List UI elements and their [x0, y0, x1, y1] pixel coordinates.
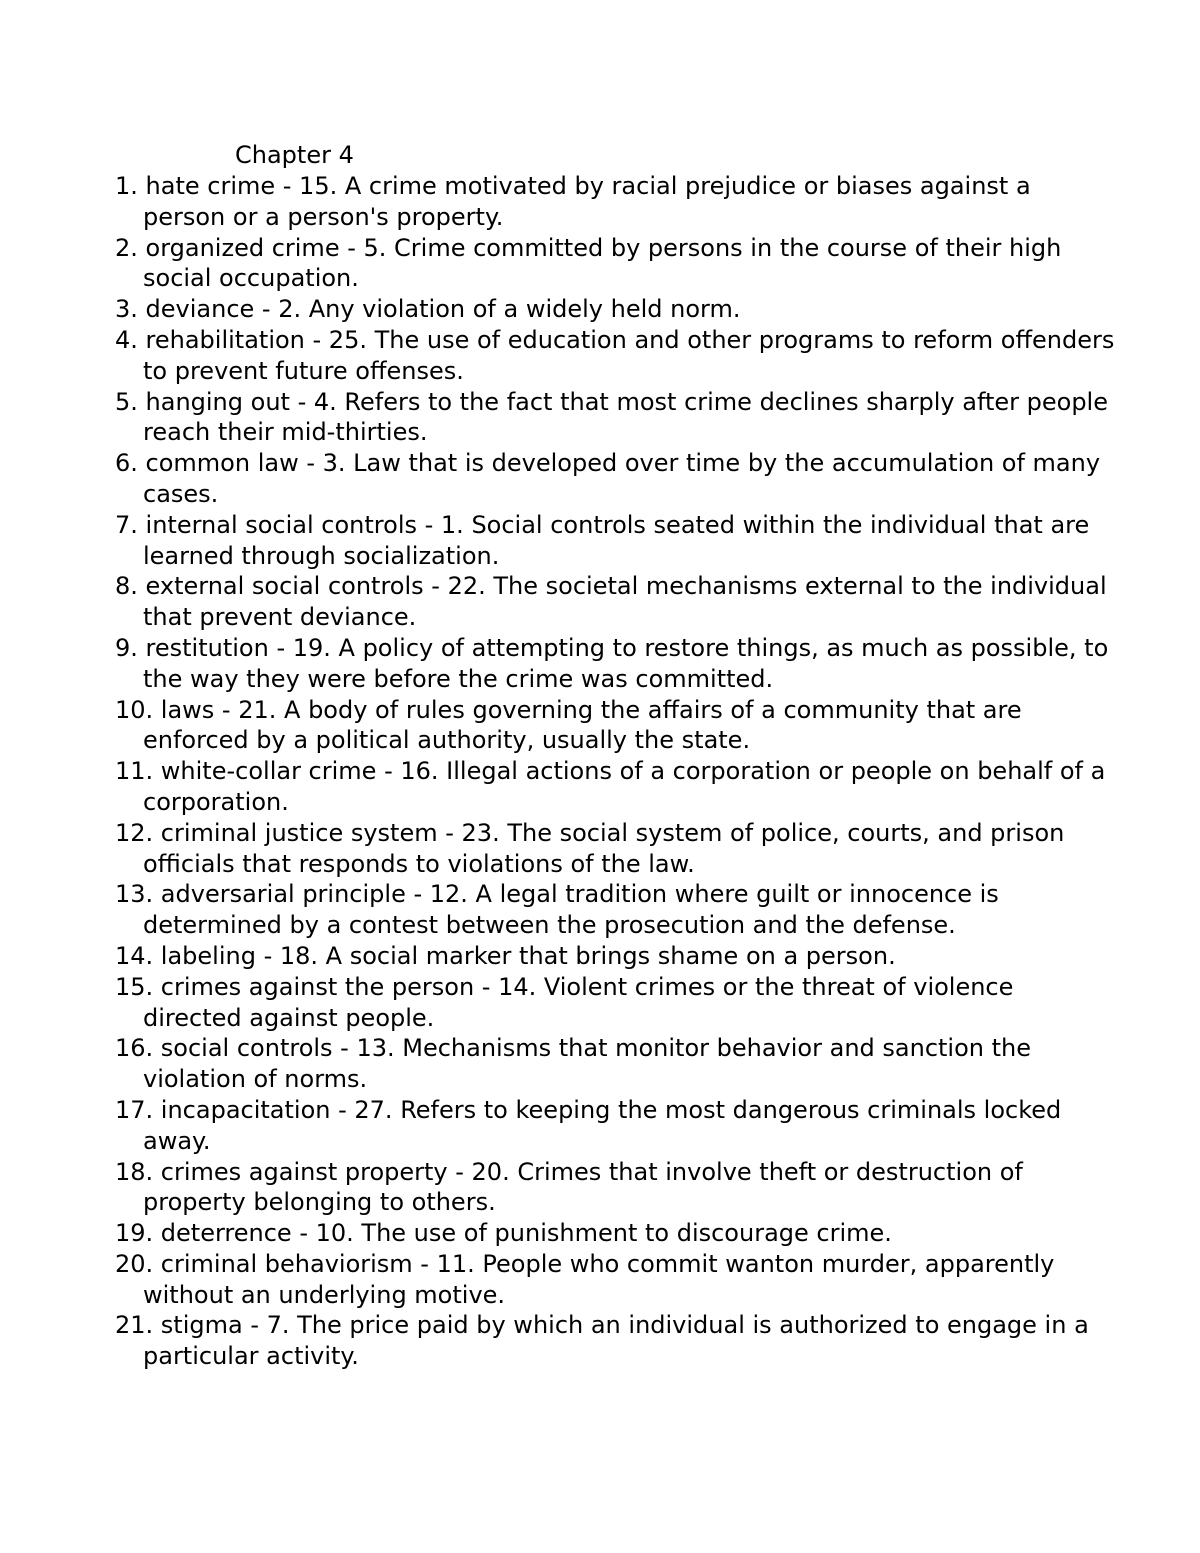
list-item: 8. external social controls - 22. The societal mechanisms external to the individual that prevent deviance.: [115, 572, 1107, 632]
list-item: 3. deviance - 2. Any violation of a widely held norm.: [115, 295, 741, 324]
list-item: 6. common law - 3. Law that is developed over time by the accumulation of many cases.: [115, 449, 1101, 508]
list-item: 18. crimes against property - 20. Crimes that involve theft or destruction of property belonging to others.: [115, 1157, 1023, 1217]
list-item: 16. social controls - 13. Mechanisms that monitor behavior and sanction the violation of norms.: [115, 1034, 1031, 1094]
list-item: 11. white-collar crime - 16. Illegal actions of a corporation or people on behalf of a corporation.: [115, 757, 1106, 816]
list-item: 1. hate crime - 15. A crime motivated by racial prejudice or biases against a person or a person's property.: [115, 172, 1031, 231]
list-item: 19. deterrence - 10. The use of punishment to discourage crime.: [115, 1219, 892, 1248]
list-item: 21. stigma - 7. The price paid by which an individual is authorized to engage in a particular activity.: [115, 1311, 1089, 1371]
term-list: [115, 171, 1115, 1372]
list-item: 4. rehabilitation - 25. The use of education and other programs to reform offenders to prevent future offenses.: [115, 325, 1115, 385]
list-item: 15. crimes against the person - 14. Violent crimes or the threat of violence directed against people.: [115, 972, 1014, 1032]
list-item: 14. labeling - 18. A social marker that brings shame on a person.: [115, 941, 896, 970]
list-item: 5. hanging out - 4. Refers to the fact that most crime declines sharply after people reach their mid-thirties.: [115, 387, 1108, 447]
chapter-title: Chapter 4: [235, 141, 354, 169]
list-item: 13. adversarial principle - 12. A legal tradition where guilt or innocence is determined by a contest between the prosecution and the defense.: [115, 880, 999, 940]
list-item: 2. organized crime - 5. Crime committed by persons in the course of their high social occupation.: [115, 233, 1062, 293]
list-item: 17. incapacitation - 27. Refers to keeping the most dangerous criminals locked away.: [115, 1095, 1062, 1155]
list-item: 9. restitution - 19. A policy of attempting to restore things, as much as possible, to the way they were before the crime was committed.: [115, 633, 1109, 693]
list-item: 12. criminal justice system - 23. The social system of police, courts, and prison officials that responds to violations of the law.: [115, 818, 1065, 878]
list-item: 10. laws - 21. A body of rules governing the affairs of a community that are enforced by a political authority, usually the state.: [115, 695, 1022, 755]
list-item: 20. criminal behaviorism - 11. People who commit wanton murder, apparently without an underlying motive.: [115, 1249, 1055, 1309]
list-item: 7. internal social controls - 1. Social controls seated within the individual that are learned through socialization.: [115, 510, 1090, 570]
